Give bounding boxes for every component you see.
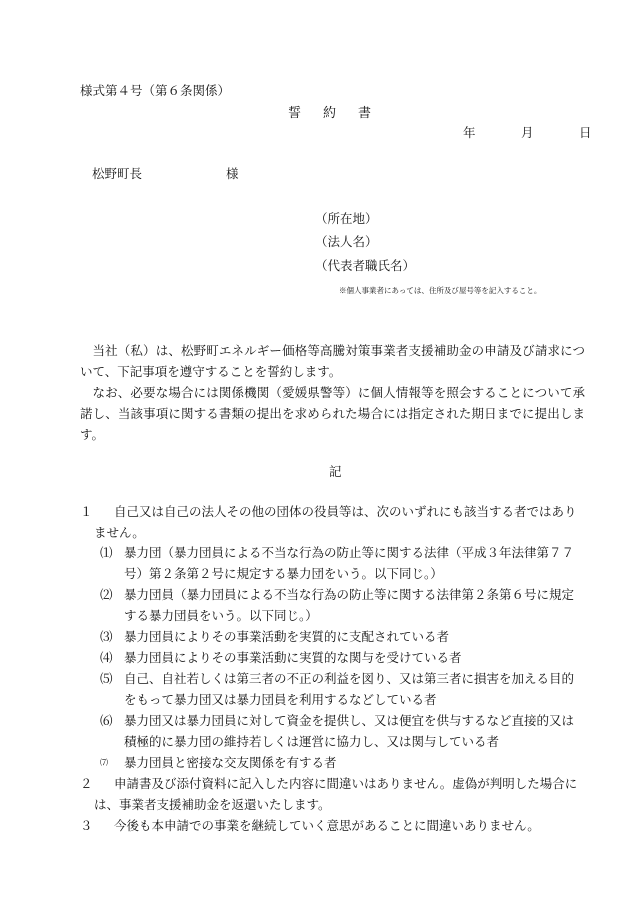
item-2 bbox=[80, 773, 585, 815]
item-3-text: 今後も本申請での事業を継続していく意思があることに間違いありません。 bbox=[114, 818, 540, 833]
subitem-2-mark: ⑵ bbox=[100, 587, 113, 602]
subitem-5-mark: ⑸ bbox=[100, 671, 113, 686]
subitem-6-mark: ⑹ bbox=[100, 713, 113, 728]
subitem-1-text: 暴力団（暴力団員による不当な行為の防止等に関する法律（平成３年法律第７７号）第２条第２号に規定する暴力団をいう。以下同じ。） bbox=[124, 545, 575, 581]
subitem-3-text: 暴力団員によりその事業活動を実質的に支配されている者 bbox=[124, 629, 450, 644]
subitem-7 bbox=[100, 752, 585, 773]
item-1-text: 自己又は自己の法人その他の団体の役員等は、次のいずれにも該当する者ではありません。 bbox=[94, 504, 577, 540]
item-2-number: ２ bbox=[80, 776, 93, 791]
date-month-label: 月 bbox=[521, 125, 534, 140]
pledge-paragraph-1: 当社（私）は、松野町エネルギー価格等高騰対策事業者支援補助金の申請及び請求について、下記事項を遵守することを誓約します。 bbox=[80, 343, 585, 379]
item-1-number: １ bbox=[80, 504, 93, 519]
subitem-4 bbox=[100, 647, 585, 668]
date-line bbox=[463, 123, 592, 141]
addressee-name: 松野町長 bbox=[92, 166, 143, 181]
item-1 bbox=[80, 501, 585, 543]
subitem-5-text: 自己、自社若しくは第三者の不正の利益を図り、又は第三者に損害を加える目的をもって暴力団又は暴力団員を利用するなどしている者 bbox=[124, 671, 575, 707]
ki-heading: 記 bbox=[329, 464, 342, 479]
item-2-text: 申請書及び添付資料に記入した内容に間違いはありません。虚偽が判明した場合には、事業者支援補助金を返還いたします。 bbox=[94, 776, 578, 812]
addressee bbox=[92, 164, 239, 182]
document-title: 誓約書 bbox=[288, 106, 394, 121]
corp-name-field-label: （法人名） bbox=[315, 234, 378, 249]
subitem-2-text: 暴力団員（暴力団員による不当な行為の防止等に関する法律第２条第６号に規定する暴力団員をいう。以下同じ。） bbox=[124, 587, 575, 623]
item-3 bbox=[80, 815, 585, 836]
subitem-3 bbox=[100, 626, 585, 647]
item-3-number: ３ bbox=[80, 818, 93, 833]
date-year-label: 年 bbox=[463, 125, 476, 140]
address-field-label: （所在地） bbox=[315, 211, 378, 226]
subitem-2 bbox=[100, 584, 585, 626]
subitem-5 bbox=[100, 668, 585, 710]
date-day-label: 日 bbox=[579, 125, 592, 140]
subitem-4-mark: ⑷ bbox=[100, 650, 113, 665]
subitem-7-text: 暴力団員と密接な交友関係を有する者 bbox=[124, 755, 337, 770]
subitem-1-mark: ⑴ bbox=[100, 545, 113, 560]
representative-field-label: （代表者職氏名） bbox=[315, 258, 416, 273]
subitem-6 bbox=[100, 710, 585, 752]
subitem-1 bbox=[100, 542, 585, 584]
subitem-6-text: 暴力団又は暴力団員に対して資金を提供し、又は便宜を供与するなど直接的又は積極的に暴力団の維持若しくは運営に協力し、又は関与している者 bbox=[124, 713, 575, 749]
individual-business-note: ※個人事業者にあっては、住所及び屋号等を記入すること。 bbox=[339, 286, 542, 295]
pledge-paragraph-2: なお、必要な場合には関係機関（愛媛県警等）に個人情報等を照会することについて承諾し、当該事項に関する書類の提出を求められた場合には指定された期日までに提出します。 bbox=[80, 385, 585, 442]
subitem-7-mark: ⑺ bbox=[100, 758, 108, 767]
form-number: 様式第４号（第６条関係） bbox=[80, 83, 231, 98]
subitem-4-text: 暴力団員によりその事業活動に実質的な関与を受けている者 bbox=[124, 650, 462, 665]
subitem-3-mark: ⑶ bbox=[100, 629, 113, 644]
addressee-honorific: 様 bbox=[226, 166, 239, 181]
